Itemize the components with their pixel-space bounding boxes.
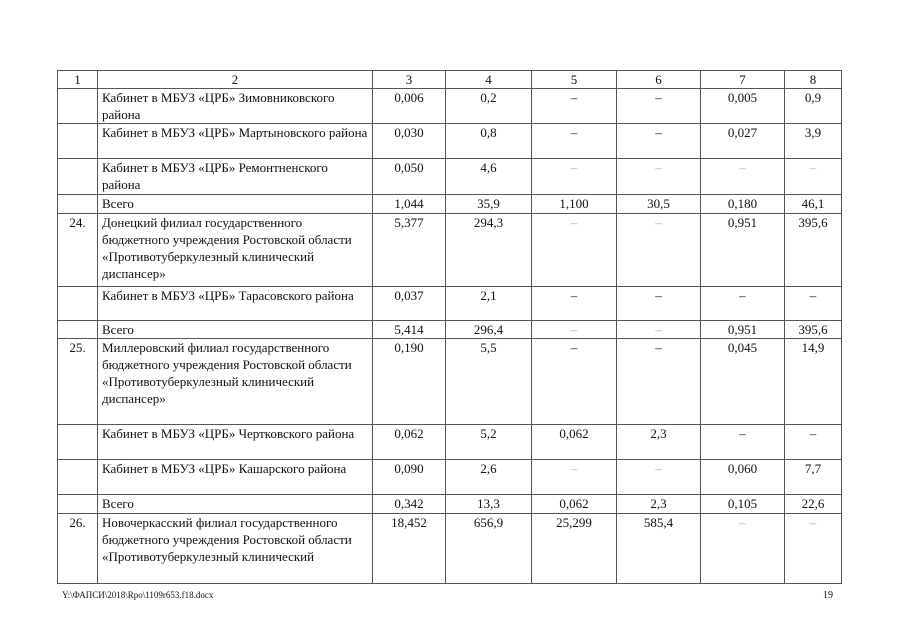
cell-value: – [532,339,617,425]
table-row [58,514,842,584]
cell-value: – [532,460,617,495]
row-number [58,287,98,321]
row-number: 24. [58,214,98,287]
row-name: Кабинет в МБУЗ «ЦРБ» Кашарского района [98,460,373,495]
row-number [58,89,98,124]
cell-value: 296,4 [446,321,532,339]
cell-value: 0,037 [373,287,446,321]
row-number [58,425,98,460]
table-row [58,495,842,514]
cell-value: 656,9 [446,514,532,584]
cell-value: 0,005 [701,89,785,124]
cell-value: 5,2 [446,425,532,460]
cell-value: 395,6 [785,214,842,287]
cell-value: 0,951 [701,321,785,339]
cell-value: 0,342 [373,495,446,514]
table-row [58,321,842,339]
cell-value: 0,027 [701,124,785,159]
cell-value: 14,9 [785,339,842,425]
cell-value: 3,9 [785,124,842,159]
cell-value: 46,1 [785,195,842,214]
cell-value: – [701,287,785,321]
cell-value: – [617,214,701,287]
row-name: Донецкий филиал государственного бюджетного учреждения Ростовской области «Противотуберкулезный клинический диспансер» [98,214,373,287]
row-number [58,460,98,495]
row-name: Всего [98,195,373,214]
row-number [58,495,98,514]
cell-value: – [701,425,785,460]
column-header: 7 [701,71,785,89]
column-header: 1 [58,71,98,89]
cell-value: 5,377 [373,214,446,287]
cell-value: 1,100 [532,195,617,214]
cell-value: 0,060 [701,460,785,495]
table-row [58,339,842,425]
cell-value: 35,9 [446,195,532,214]
cell-value: – [617,339,701,425]
row-name: Кабинет в МБУЗ «ЦРБ» Чертковского района [98,425,373,460]
row-number [58,321,98,339]
cell-value: – [785,425,842,460]
cell-value: 5,414 [373,321,446,339]
table-row [58,460,842,495]
row-name: Всего [98,495,373,514]
table-row [58,89,842,124]
row-name: Кабинет в МБУЗ «ЦРБ» Тарасовского района [98,287,373,321]
cell-value: 25,299 [532,514,617,584]
cell-value: 0,006 [373,89,446,124]
row-name: Всего [98,321,373,339]
cell-value: – [701,159,785,195]
cell-value: – [617,124,701,159]
row-number [58,195,98,214]
row-number [58,159,98,195]
table-row [58,124,842,159]
cell-value: 585,4 [617,514,701,584]
cell-value: 1,044 [373,195,446,214]
file-path: Y:\ФАПСИ\2018\Rpo\1109r653.f18.docx [62,590,214,600]
row-name: Кабинет в МБУЗ «ЦРБ» Мартыновского района [98,124,373,159]
cell-value: 5,5 [446,339,532,425]
cell-value: 18,452 [373,514,446,584]
column-header: 3 [373,71,446,89]
cell-value: 2,3 [617,425,701,460]
column-header: 2 [98,71,373,89]
cell-value: – [532,321,617,339]
cell-value: – [785,159,842,195]
cell-value: – [785,287,842,321]
cell-value: – [617,159,701,195]
cell-value: 0,2 [446,89,532,124]
cell-value: 0,045 [701,339,785,425]
cell-value: 22,6 [785,495,842,514]
row-name: Новочеркасский филиал государственного бюджетного учреждения Ростовской области «Противотуберкулезный клинический [98,514,373,584]
cell-value: 0,062 [373,425,446,460]
cell-value: – [532,287,617,321]
cell-value: 0,030 [373,124,446,159]
column-header: 5 [532,71,617,89]
cell-value: 2,3 [617,495,701,514]
row-number: 26. [58,514,98,584]
cell-value: – [532,124,617,159]
column-header: 6 [617,71,701,89]
cell-value: 0,062 [532,495,617,514]
cell-value: 0,062 [532,425,617,460]
cell-value: – [701,514,785,584]
cell-value: 4,6 [446,159,532,195]
cell-value: – [617,89,701,124]
cell-value: 0,180 [701,195,785,214]
page-number: 19 [823,590,833,601]
cell-value: – [785,514,842,584]
table-row [58,214,842,287]
cell-value: – [532,214,617,287]
cell-value: – [617,321,701,339]
cell-value: 7,7 [785,460,842,495]
cell-value: 2,6 [446,460,532,495]
row-name: Кабинет в МБУЗ «ЦРБ» Ремонтненского района [98,159,373,195]
table-row [58,195,842,214]
cell-value: – [532,159,617,195]
cell-value: 0,9 [785,89,842,124]
cell-value: 395,6 [785,321,842,339]
column-header: 8 [785,71,842,89]
cell-value: 0,190 [373,339,446,425]
table-row [58,425,842,460]
cell-value: 0,090 [373,460,446,495]
cell-value: 0,951 [701,214,785,287]
cell-value: 13,3 [446,495,532,514]
cell-value: – [617,460,701,495]
cell-value: 0,105 [701,495,785,514]
cell-value: 2,1 [446,287,532,321]
cell-value: – [617,287,701,321]
row-name: Кабинет в МБУЗ «ЦРБ» Зимовниковского района [98,89,373,124]
table-header [58,71,842,89]
column-header: 4 [446,71,532,89]
data-table [57,70,842,584]
cell-value: – [532,89,617,124]
cell-value: 30,5 [617,195,701,214]
row-number [58,124,98,159]
table-row [58,159,842,195]
cell-value: 0,050 [373,159,446,195]
table-row [58,287,842,321]
row-number: 25. [58,339,98,425]
cell-value: 0,8 [446,124,532,159]
cell-value: 294,3 [446,214,532,287]
row-name: Миллеровский филиал государственного бюджетного учреждения Ростовской области «Противотуберкулезный клинический диспансер» [98,339,373,425]
